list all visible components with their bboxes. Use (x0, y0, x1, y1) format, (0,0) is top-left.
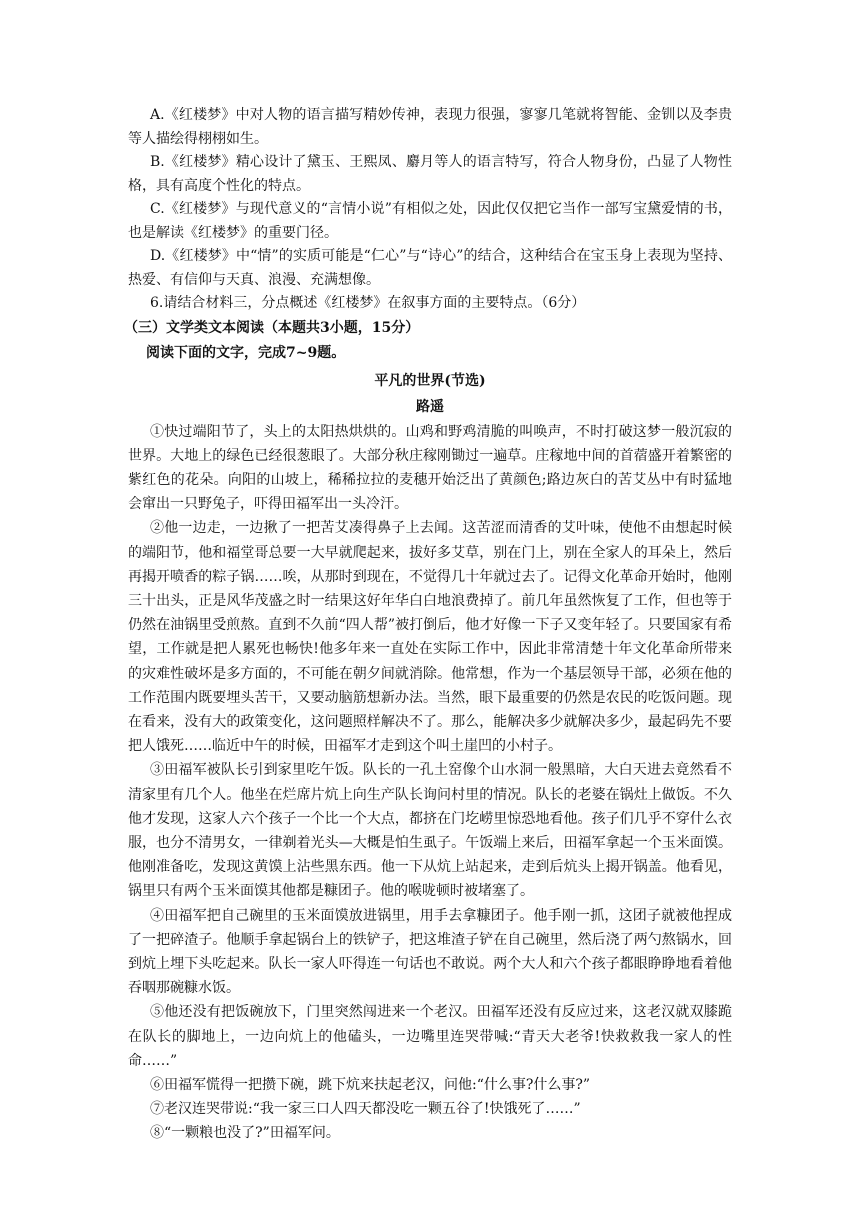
paragraph-2: ②他一边走，一边揪了一把苦艾凑得鼻子上去闻。这苦涩而清香的艾叶味，使他不由想起时候的端阳节，他和福堂哥总要一大早就爬起来，拔好多艾草，别在门上，别在全家人的耳朵上，然后再揭开喷香的粽子锅……唉，从那时到现在，不觉得几十年就过去了。记得文化革命开始时，他刚三十出头，正是风华茂盛之时一结果这好年华白白地浪费掉了。前几年虽然恢复了工作，但也等于仍然在油锅里受煎熬。直到不久前“四人帮”被打倒后，他才好像一下子又变年轻了。只要国家有希望，工作就是把人累死也畅快!他多年来一直处在实际工作中，因此非常清楚十年文化革命所带来的灾难性破坏是多方面的，不可能在朝夕间就消除。他常想，作为一个基层领导干部，必须在他的工作范围内既要埋头苦干，又要动脑筋想新办法。当然，眼下最重要的仍然是农民的吃饭问题。现在看来，没有大的政策变化，这问题照样解决不了。那么，能解决多少就解决多少，最起码先不要把人饿死……临近中午的时候，田福军才走到这个叫土崖凹的小村子。 (128, 520, 732, 755)
reading-instruction: 阅读下面的文字，完成7~9题。 (146, 344, 346, 361)
paragraph-8: ⑧“一颗粮也没了?”田福军问。 (150, 1125, 340, 1142)
article-author: 路遥 (416, 398, 444, 415)
question-6: 6.请结合材料三，分点概述《红楼梦》在叙事方面的主要特点。（6分） (150, 295, 586, 311)
paragraph-3: ③田福军被队长引到家里吃午饭。队长的一孔土窑像个山水洞一般黑暗，大白天进去竟然看不清家里有几个人。他坐在烂席片炕上向生产队长询问村里的情况。队长的老婆在锅灶上做饭。不久他才发现，这家人六个孩子一个比一个大点，都挤在门圪崂里惊恐地看他。孩子们几乎不穿什么衣服，也分不清男女，一律剃着光头—大概是怕生虱子。午饭端上来后，田福军拿起一个玉米面馍。他刚准备吃，发现这黄馍上沾些黑东西。他一下从炕上站起来，走到后炕头上揭开锅盖。他看见，锅里只有两个玉米面馍其他都是糠团子。他的喉咙顿时被堵塞了。 (128, 762, 732, 900)
paragraph-6: ⑥田福军慌得一把攒下碗，跳下炕来扶起老汉，问他:“什么事?什么事?” (150, 1076, 591, 1093)
option-c: C.《红楼梦》与现代意义的“言情小说”有相似之处，因此仅仅把它当作一部写宝黛爱情的书，也是解读《红楼梦》的重要门径。 (128, 201, 732, 241)
option-d: D.《红楼梦》中“情”的实质可能是“仁心”与“诗心”的结合，这种结合在宝玉身上表现为坚持、热爱、有信仰与天真、浪漫、充满想像。 (128, 248, 732, 288)
article-title: 平凡的世界(节选) (374, 372, 486, 389)
option-a: A.《红楼梦》中对人物的语言描写精妙传神，表现力很强，寥寥几笔就将智能、金钏以及李贵等人描绘得栩栩如生。 (128, 107, 732, 147)
section-heading: （三）文学类文本阅读（本题共3小题，15分） (124, 319, 420, 336)
paragraph-5: ⑤他还没有把饭碗放下，门里突然闯进来一个老汉。田福军还没有反应过来，这老汉就双膝跪在队长的脚地上，一边向炕上的他磕头，一边嘴里连哭带喊:“青天大老爷!快救救我一家人的性命……” (128, 1004, 732, 1069)
option-b: B.《红楼梦》精心设计了黛玉、王熙凤、麝月等人的语言特写，符合人物身份，凸显了人物性格，具有高度个性化的特点。 (128, 154, 732, 194)
paragraph-4: ④田福军把自己碗里的玉米面馍放进锅里，用手去拿糠团子。他手刚一抓，这团子就被他捏成了一把碎渣子。他顺手拿起锅台上的铁铲子，把这堆渣子铲在自己碗里，然后浇了两勺熬锅水，回到炕上埋下头吃起来。队长一家人吓得连一句话也不敢说。两个大人和六个孩子都眼睁睁地看着他吞咽那碗糠水饭。 (128, 907, 732, 997)
paragraph-7: ⑦老汉连哭带说:“我一家三口人四天都没吃一颗五谷了!快饿死了……” (150, 1101, 581, 1118)
paragraph-1: ①快过端阳节了，头上的太阳热烘烘的。山鸡和野鸡清脆的叫唤声，不时打破这梦一般沉寂的世界。大地上的绿色已经很葱眼了。大部分秋庄稼刚锄过一遍草。庄稼地中间的首蓿盛开着繁密的紫红色的花朵。向阳的山坡上，稀稀拉拉的麦穗开始泛出了黄颜色;路边灰白的苦艾丛中有时猛地会窜出一只野兔子，吓得田福军出一头冷汗。 (128, 423, 732, 513)
